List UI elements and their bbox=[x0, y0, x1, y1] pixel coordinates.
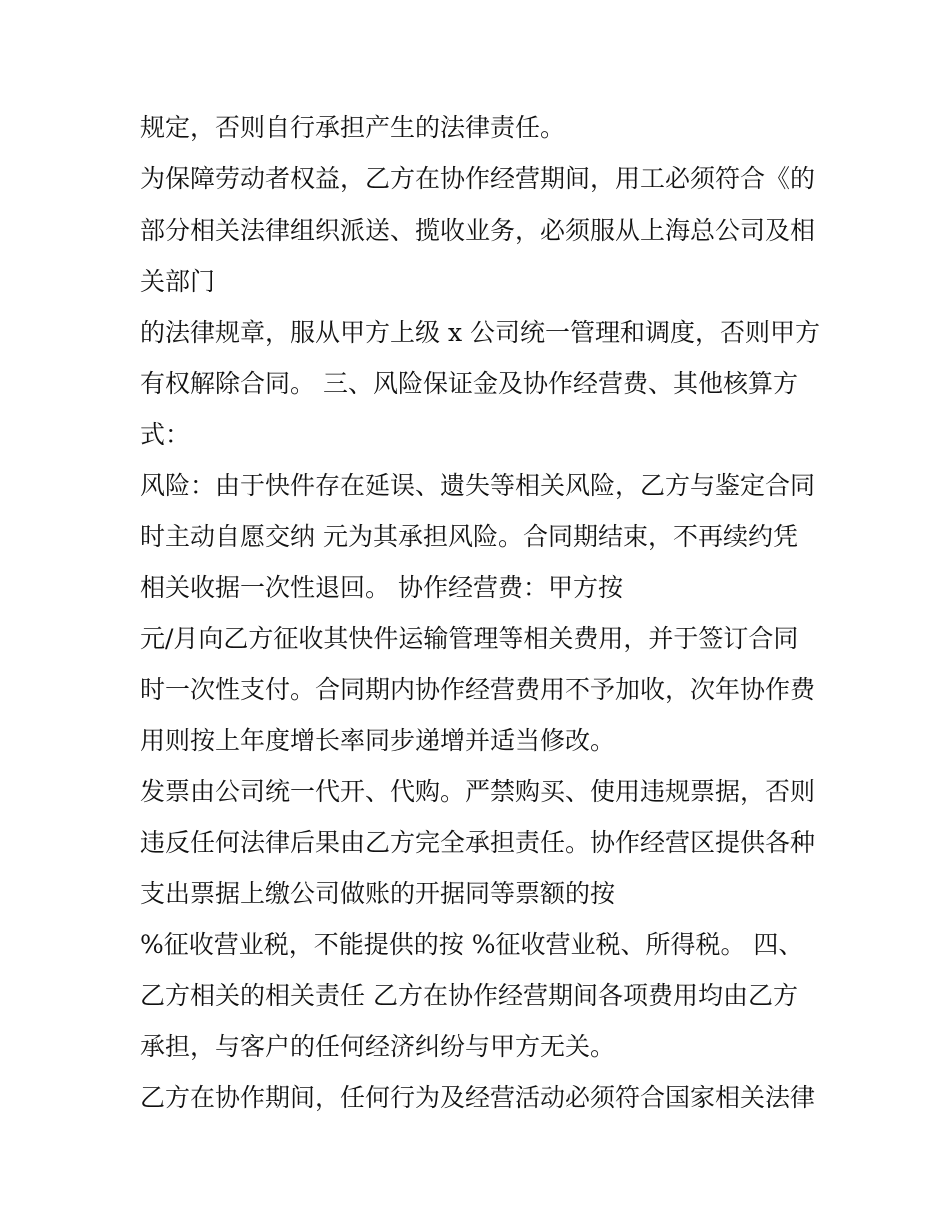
text-line: 关部门 bbox=[140, 267, 216, 296]
text-line: 相关收据一次性退回。 协作经营费：甲方按 bbox=[140, 573, 623, 602]
text-line: 承担，与客户的任何经济纠纷与甲方无关。 bbox=[140, 1032, 616, 1061]
text-line: 时主动自愿交纳 元为其承担风险。合同期结束，不再续约凭 bbox=[140, 522, 798, 551]
text-line: 规定，否则自行承担产生的法律责任。 bbox=[140, 113, 566, 142]
text-line: 支出票据上缴公司做账的开据同等票额的按 bbox=[140, 879, 616, 908]
text-line: 为保障劳动者权益，乙方在协作经营期间，用工必须符合《的 bbox=[140, 164, 816, 193]
text-line: 式： bbox=[140, 420, 191, 449]
text-line: 违反任何法律后果由乙方完全承担责任。协作经营区提供各种 bbox=[140, 828, 816, 857]
text-line: 元/月向乙方征收其快件运输管理等相关费用，并于签订合同 bbox=[140, 624, 799, 653]
text-line: 发票由公司统一代开、代购。严禁购买、使用违规票据，否则 bbox=[140, 777, 816, 806]
text-line: 部分相关法律组织派送、揽收业务，必须服从上海总公司及相 bbox=[140, 216, 816, 245]
text-line: 乙方相关的相关责任 乙方在协作经营期间各项费用均由乙方 bbox=[140, 981, 798, 1010]
text-line: 用则按上年度增长率同步递增并适当修改。 bbox=[140, 726, 616, 755]
text-line: %征收营业税，不能提供的按 %征收营业税、所得税。 四、 bbox=[140, 930, 804, 959]
text-line: 时一次性支付。合同期内协作经营费用不予加收，次年协作费 bbox=[140, 675, 816, 704]
text-line: 风险：由于快件存在延误、遗失等相关风险，乙方与鉴定合同 bbox=[140, 471, 816, 500]
text-line: 的法律规章，服从甲方上级 x 公司统一管理和调度，否则甲方 bbox=[140, 318, 820, 347]
text-line: 乙方在协作期间，任何行为及经营活动必须符合国家相关法律 bbox=[140, 1083, 816, 1112]
text-line: 有权解除合同。 三、风险保证金及协作经营费、其他核算方 bbox=[140, 369, 798, 398]
